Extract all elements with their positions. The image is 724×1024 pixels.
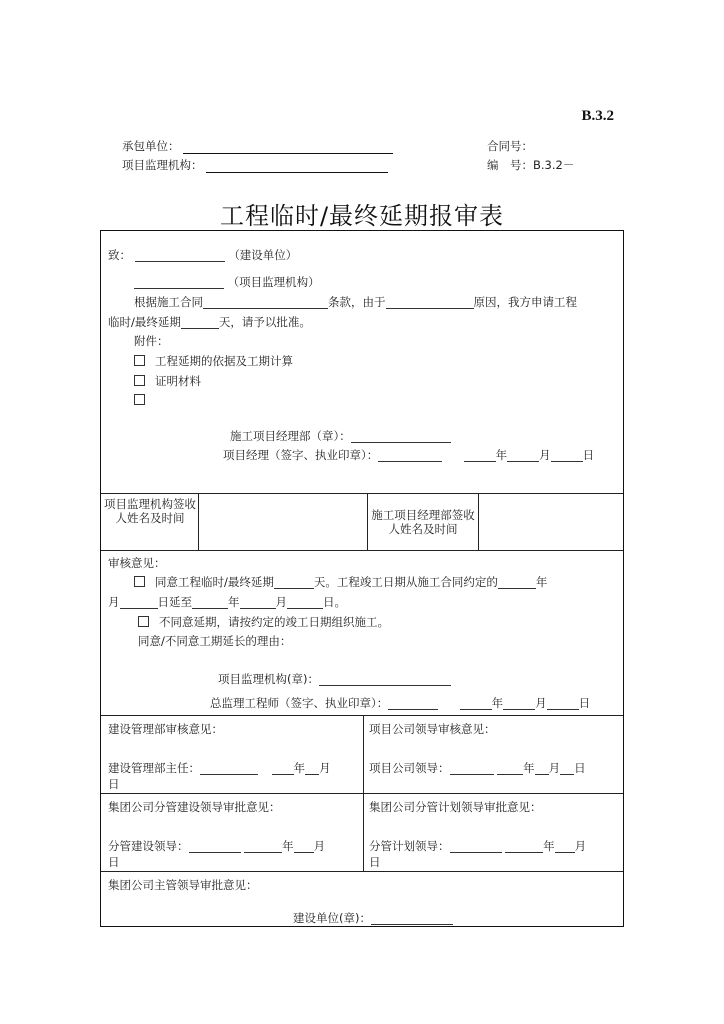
attachment-label: 证明材料: [155, 374, 201, 388]
attachments-label: 附件：: [134, 334, 169, 348]
construction-mgmt-sign-input[interactable]: [200, 762, 258, 775]
new-year-input[interactable]: [192, 596, 228, 609]
construction-mgmt-title: 建设管理部审核意见：: [108, 722, 223, 736]
review-year-label: 年: [491, 696, 504, 710]
attachment-item: [134, 393, 155, 407]
chief-sign-input[interactable]: [388, 697, 438, 710]
year-label: 年: [495, 448, 508, 462]
checkbox[interactable]: [134, 375, 145, 386]
gp-month-input[interactable]: [555, 840, 575, 853]
builder-suffix: （建设单位）: [228, 248, 298, 262]
project-company-signer: 项目公司领导：: [369, 761, 450, 775]
group-planning-sign-line: [369, 839, 586, 853]
serial-no-label: 编 号：B.3.2－: [487, 158, 575, 172]
dept-seal-line: [230, 429, 451, 443]
checkbox[interactable]: [134, 394, 145, 405]
reason-label: 同意/不同意工期延长的理由：: [138, 634, 292, 648]
form-code: B.3.2: [581, 108, 614, 124]
review-disagree-line: [138, 615, 389, 629]
supervisor-org-input[interactable]: [134, 276, 224, 289]
row-divider: [101, 871, 623, 872]
supervisor-receiver-label: 项目监理机构签收人姓名及时间: [104, 497, 196, 525]
pc-day-input[interactable]: [560, 762, 574, 775]
agree-days-input[interactable]: [274, 576, 314, 589]
builder-seal-label: 建设单位(章)：: [293, 911, 371, 925]
month-label: 月: [539, 448, 551, 462]
contractor-label: 承包单位：: [122, 139, 180, 153]
disagree-text: 不同意延期，请按约定的竣工日期组织施工。: [159, 615, 389, 629]
review-agree-line2: [108, 595, 346, 609]
new-year-label: 年: [228, 595, 240, 609]
pc-month-input[interactable]: [535, 762, 549, 775]
pc-year-input[interactable]: [497, 762, 523, 775]
group-construction-sign-input[interactable]: [189, 840, 241, 853]
agree-text-c: 年: [535, 575, 548, 589]
contract-no-label: 合同号：: [487, 139, 533, 153]
gc-year-label: 年: [282, 839, 294, 853]
col-divider: [367, 493, 368, 550]
supervisor-field: [122, 157, 388, 173]
review-label: 审核意见：: [108, 556, 166, 570]
day-input[interactable]: [551, 449, 583, 462]
gp-year-label: 年: [543, 839, 555, 853]
cm-month-label: 月: [319, 761, 331, 775]
para2-text-b: 天，请予以批准。: [218, 315, 311, 329]
manager-label: 项目经理（签字、执业印章）：: [223, 448, 379, 462]
pc-day-label: 日: [574, 761, 586, 775]
extend-to-label: 日延至: [157, 595, 192, 609]
cm-year-input[interactable]: [272, 762, 294, 775]
contractor-input[interactable]: [183, 141, 393, 154]
group-chief-title: 集团公司主管领导审批意见：: [108, 878, 258, 892]
cm-year-label: 年: [293, 761, 306, 775]
group-construction-signer: 分管建设领导：: [108, 839, 189, 853]
project-company-sign-line: [369, 761, 586, 775]
contractor-receiver-label: 施工项目经理部签收人姓名及时间: [371, 508, 475, 536]
review-org-label: 项目监理机构(章)：: [218, 672, 319, 686]
col-divider: [363, 715, 364, 871]
supervisor-input[interactable]: [206, 160, 388, 173]
days-input[interactable]: [181, 316, 219, 329]
gc-year-input[interactable]: [244, 840, 282, 853]
year-input[interactable]: [464, 449, 496, 462]
agree-text-a: 同意工程临时/最终延期: [155, 575, 274, 589]
manager-sign-line: [223, 448, 594, 462]
construction-mgmt-sign-line: [108, 761, 331, 775]
supervisor-label: 项目监理机构：: [122, 158, 203, 172]
attachment-item: [134, 374, 201, 388]
chief-label: 总监理工程师（签字、执业印章）：: [210, 696, 389, 710]
builder-seal-line: [293, 911, 453, 925]
reason-input[interactable]: [386, 296, 474, 309]
review-day-input[interactable]: [547, 697, 579, 710]
form-table: [100, 230, 624, 927]
group-planning-signer: 分管计划领导：: [369, 839, 450, 853]
group-planning-title: 集团公司分管计划领导审批意见：: [369, 800, 542, 814]
para2: [108, 315, 311, 329]
page-title: 工程临时/最终延期报审表: [219, 202, 505, 230]
manager-sign-input[interactable]: [378, 449, 442, 462]
construction-mgmt-signer: 建设管理部主任：: [108, 761, 200, 775]
review-month-input[interactable]: [503, 697, 535, 710]
agree-checkbox[interactable]: [134, 576, 145, 587]
review-org-input[interactable]: [319, 673, 451, 686]
disagree-checkbox[interactable]: [138, 616, 149, 627]
checkbox[interactable]: [134, 355, 145, 366]
project-company-title: 项目公司领导审核意见：: [369, 722, 496, 736]
contractor-receiver-input[interactable]: [480, 494, 622, 549]
row-divider: [101, 793, 623, 794]
attachment-item: [134, 354, 293, 368]
builder-input[interactable]: [135, 249, 225, 262]
dept-seal-input[interactable]: [351, 430, 451, 443]
supervisor-suffix: （项目监理机构）: [227, 275, 320, 289]
row-divider: [101, 550, 623, 551]
gc-month-input[interactable]: [294, 840, 314, 853]
supervisor-receiver-input[interactable]: [200, 494, 366, 549]
gp-year-input[interactable]: [505, 840, 543, 853]
contractor-field: [122, 138, 393, 154]
to-builder-line: [108, 248, 297, 262]
col-divider: [198, 493, 199, 550]
review-year-input[interactable]: [460, 697, 492, 710]
group-planning-sign-input[interactable]: [450, 840, 502, 853]
row-divider: [101, 715, 623, 716]
group-construction-sign-line: [108, 839, 325, 853]
review-month-label: 月: [535, 696, 547, 710]
month-input[interactable]: [507, 449, 539, 462]
dept-seal-label: 施工项目经理部（章）：: [230, 429, 351, 443]
new-day-input[interactable]: [287, 596, 323, 609]
orig-month-label: 月: [108, 595, 120, 609]
pc-year-label: 年: [523, 761, 535, 775]
builder-seal-input[interactable]: [371, 912, 453, 925]
to-label: 致：: [108, 248, 131, 262]
gp-day-label: 日: [369, 855, 381, 869]
new-month-input[interactable]: [240, 596, 276, 609]
attachment-label: 工程延期的依据及工期计算: [155, 354, 293, 368]
cm-month-input[interactable]: [305, 762, 319, 775]
new-day-label: 日。: [323, 595, 346, 609]
orig-year-input[interactable]: [498, 576, 536, 589]
col-divider: [478, 493, 479, 550]
chief-sign-line: [210, 696, 590, 710]
para2-text-a: 临时/最终延期: [108, 315, 181, 329]
gc-day-label: 日: [108, 855, 120, 869]
cm-day-label: 日: [108, 777, 120, 791]
review-org-line: [218, 672, 451, 686]
orig-day-input[interactable]: [120, 596, 158, 609]
para1: [134, 295, 577, 309]
pc-month-label: 月: [548, 761, 561, 775]
gp-month-label: 月: [574, 839, 587, 853]
review-day-label: 日: [578, 696, 591, 710]
review-agree-line: [134, 575, 547, 589]
agree-text-b: 天。工程竣工日期从施工合同约定的: [313, 575, 498, 589]
para1-text-a: 根据施工合同: [134, 295, 203, 309]
new-month-label: 月: [275, 595, 287, 609]
group-construction-title: 集团公司分管建设领导审批意见：: [108, 800, 281, 814]
para1-text-b: 条款，由于: [328, 295, 386, 309]
day-label: 日: [582, 448, 595, 462]
gc-month-label: 月: [313, 839, 326, 853]
project-company-sign-input[interactable]: [450, 762, 494, 775]
para1-text-c: 原因，我方申请工程: [473, 295, 577, 309]
to-supervisor-line: [134, 275, 320, 289]
contract-clause-input[interactable]: [203, 296, 328, 309]
